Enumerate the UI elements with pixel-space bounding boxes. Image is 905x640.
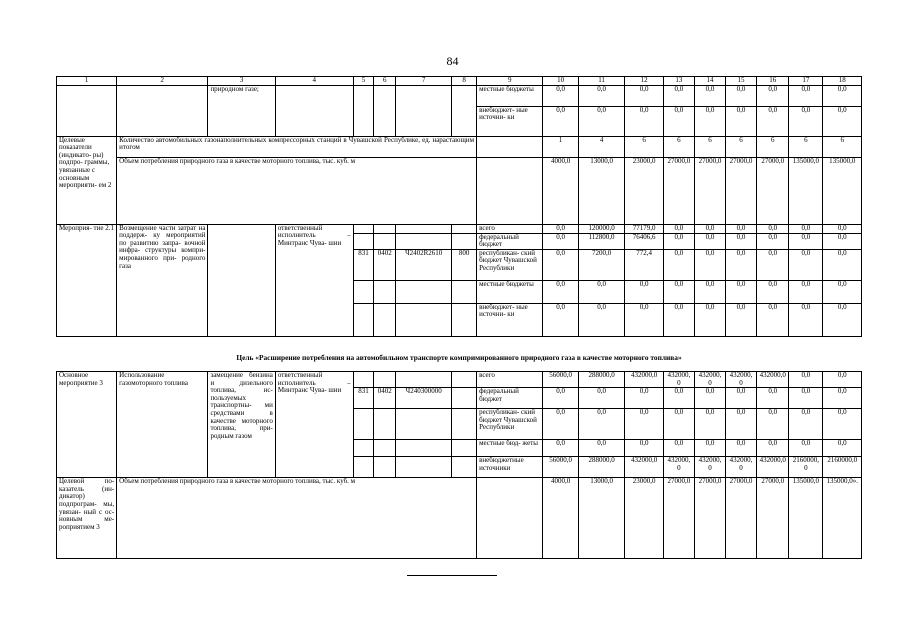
target3-label: Целевой по- казатель (ин- дикатор) подпрограм- мы, увязан- ный с ос- новным ме- роприятием 3 [57, 478, 117, 559]
page-number: 84 [446, 54, 459, 68]
value-cell: 0,0 [823, 249, 862, 280]
code-empty [452, 372, 477, 388]
main-measure-executor: ответственный исполнитель – Минтранс Чува- шии [275, 372, 353, 478]
value-cell: 432000,0 [694, 372, 725, 388]
value-cell: 0,0 [663, 249, 694, 280]
value-cell: 0,0 [694, 409, 725, 440]
code-empty [374, 457, 396, 478]
value-cell: 0,0 [578, 85, 625, 106]
code-empty [396, 457, 452, 478]
funding-source: внебюджет- ные источни- ки [477, 106, 543, 136]
value-cell: 6 [694, 136, 725, 157]
measure-name: Возмещение части затрат на поддерж- ку мероприятий по развитию запра- вочной инфра- структуры компри- мированного при- родного газа [117, 224, 208, 336]
column-number-header: 7 [396, 77, 452, 86]
code-empty [353, 457, 374, 478]
value-cell: 6 [663, 136, 694, 157]
value-cell: 0,0 [757, 85, 789, 106]
column-number-header: 17 [789, 77, 823, 86]
code-empty [452, 233, 477, 249]
value-cell: 0,0 [663, 85, 694, 106]
value-cell: 2160000,0 [823, 457, 862, 478]
value-cell: 0,0 [663, 303, 694, 336]
footer-rule [407, 575, 497, 576]
code-empty [374, 440, 396, 457]
grbs-code: 831 [353, 249, 374, 280]
column-number-header: 2 [117, 77, 208, 86]
header-row [57, 77, 862, 86]
value-cell: 27000,0 [757, 478, 789, 559]
value-cell: 0,0 [726, 280, 757, 303]
value-cell: 0,0 [543, 388, 578, 409]
value-cell: 288000,0 [578, 457, 625, 478]
value-cell: 0,0 [789, 249, 823, 280]
value-cell: 0,0 [726, 388, 757, 409]
value-cell: 432000,0 [663, 457, 694, 478]
funding-source: федеральный бюджет [477, 233, 543, 249]
value-cell: 23000,0 [625, 157, 663, 224]
code-empty [353, 224, 374, 233]
value-cell: 0,0 [789, 388, 823, 409]
continuation-row [57, 85, 862, 106]
value-cell: 2160000,0 [789, 457, 823, 478]
measure-label: Мероприя- тие 2.1 [57, 224, 117, 336]
value-cell: 6 [823, 136, 862, 157]
code-empty [396, 440, 452, 457]
value-cell: 0,0 [543, 409, 578, 440]
funding-source: местные бюджеты [477, 280, 543, 303]
csr-code: Ч2402R2610 [396, 249, 452, 280]
column-number-header: 5 [353, 77, 374, 86]
value-cell: 56000,0 [543, 372, 578, 388]
vr-code: 800 [452, 249, 477, 280]
value-cell: 432000,0 [663, 372, 694, 388]
funding-source: внебюджет- ные источни- ки [477, 303, 543, 336]
code-empty [452, 224, 477, 233]
value-cell: 27000,0 [757, 157, 789, 224]
column-number-header: 1 [57, 77, 117, 86]
value-cell: 772,4 [625, 249, 663, 280]
value-cell: 432000,0 [757, 457, 789, 478]
code-empty [396, 303, 452, 336]
value-cell: 135000,0 [789, 478, 823, 559]
value-cell: 0,0 [789, 409, 823, 440]
main-measure-label: Основное мероприятие 3 [57, 372, 117, 478]
value-cell: 0,0 [543, 233, 578, 249]
value-cell: 0,0 [625, 280, 663, 303]
column-number-header: 13 [663, 77, 694, 86]
value-cell: 0,0 [625, 303, 663, 336]
value-cell: 0,0 [823, 85, 862, 106]
indicator-row [57, 157, 862, 224]
value-cell: 0,0 [625, 409, 663, 440]
value-cell: 0,0 [789, 224, 823, 233]
code-empty [353, 233, 374, 249]
code-empty [374, 372, 396, 388]
value-cell: 27000,0 [726, 157, 757, 224]
value-cell: 0,0 [757, 280, 789, 303]
code-empty [452, 280, 477, 303]
value-cell: 0,0 [543, 303, 578, 336]
funding-source: местные бюд- жеты [477, 440, 543, 457]
cont-empty [275, 85, 353, 136]
funding-source: всего [477, 372, 543, 388]
funding-source: республикан- ский бюджет Чувашской Республики [477, 409, 543, 440]
value-cell: 0,0 [543, 280, 578, 303]
code-empty [374, 224, 396, 233]
value-cell: 0,0 [663, 106, 694, 136]
rzpr-code: 0402 [374, 249, 396, 280]
cont-empty [117, 85, 208, 136]
column-number-header: 3 [208, 77, 275, 86]
value-cell: 0,0 [823, 372, 862, 388]
indicator-text: Объем потребления природного газа в качестве моторного топлива, тыс. куб. м [117, 478, 477, 559]
value-cell: 0,0 [789, 106, 823, 136]
value-cell: 0,0 [543, 249, 578, 280]
code-empty [396, 280, 452, 303]
cont-task: природном газе; [208, 85, 275, 136]
value-cell: 4000,0 [543, 157, 578, 224]
value-cell: 0,0 [663, 440, 694, 457]
value-cell: 0,0 [663, 280, 694, 303]
indicator-empty [477, 136, 543, 157]
column-number-header: 10 [543, 77, 578, 86]
value-cell: 0,0 [726, 85, 757, 106]
code-empty [396, 224, 452, 233]
measure-row [57, 224, 862, 233]
value-cell: 6 [789, 136, 823, 157]
code-empty [374, 303, 396, 336]
main-measure-row [57, 372, 862, 388]
value-cell: 135000,0 [789, 157, 823, 224]
value-cell: 135000,0». [823, 478, 862, 559]
value-cell: 4000,0 [543, 478, 578, 559]
value-cell: 76406,6 [625, 233, 663, 249]
funding-source: внебюджетные источники [477, 457, 543, 478]
value-cell: 0,0 [578, 440, 625, 457]
value-cell: 27000,0 [694, 478, 725, 559]
value-cell: 0,0 [694, 280, 725, 303]
code-empty [374, 280, 396, 303]
value-cell: 0,0 [757, 106, 789, 136]
value-cell: 0,0 [726, 233, 757, 249]
value-cell: 0,0 [694, 233, 725, 249]
value-cell: 0,0 [694, 440, 725, 457]
indicator-row [57, 136, 862, 157]
column-number-header: 8 [452, 77, 477, 86]
value-cell: 0,0 [789, 280, 823, 303]
grbs-code: 831 [353, 388, 374, 409]
value-cell: 0,0 [663, 224, 694, 233]
indicator-text: Количество автомобильных газонаполнительных компрессорных станций в Чувашской Республике, ед. нарастающим итогом [117, 136, 477, 157]
value-cell: 27000,0 [663, 478, 694, 559]
value-cell: 432000,0 [757, 372, 789, 388]
value-cell: 0,0 [726, 106, 757, 136]
value-cell: 0,0 [625, 85, 663, 106]
cont-code-empty [396, 85, 452, 136]
value-cell: 0,0 [625, 440, 663, 457]
value-cell: 0,0 [663, 233, 694, 249]
value-cell: 0,0 [625, 388, 663, 409]
value-cell: 4 [578, 136, 625, 157]
value-cell: 0,0 [823, 388, 862, 409]
value-cell: 0,0 [757, 303, 789, 336]
value-cell: 0,0 [789, 85, 823, 106]
targets-label: Целевые показатели (индикато- ры) подпро- граммы, увязанные с основным мероприяти- ем 2 [57, 136, 117, 224]
value-cell: 0,0 [694, 303, 725, 336]
value-cell: 0,0 [823, 233, 862, 249]
value-cell: 0,0 [789, 372, 823, 388]
code-empty [396, 409, 452, 440]
value-cell: 0,0 [726, 303, 757, 336]
code-empty [452, 440, 477, 457]
value-cell: 0,0 [823, 106, 862, 136]
value-cell: 0,0 [726, 249, 757, 280]
value-cell: 0,0 [625, 106, 663, 136]
value-cell: 77179,0 [625, 224, 663, 233]
value-cell: 0,0 [694, 249, 725, 280]
rzpr-code: 0402 [374, 388, 396, 409]
value-cell: 0,0 [823, 303, 862, 336]
value-cell: 0,0 [694, 388, 725, 409]
value-cell: 0,0 [823, 280, 862, 303]
budget-table-part-1 [56, 76, 862, 337]
code-empty [452, 409, 477, 440]
value-cell: 0,0 [663, 409, 694, 440]
value-cell: 432000,0 [726, 457, 757, 478]
column-number-header: 9 [477, 77, 543, 86]
csr-code: Ч240300000 [396, 388, 452, 409]
column-number-header: 15 [726, 77, 757, 86]
value-cell: 13000,0 [578, 478, 625, 559]
value-cell: 0,0 [578, 106, 625, 136]
value-cell: 27000,0 [694, 157, 725, 224]
cont-empty [57, 85, 117, 136]
indicator-empty [477, 157, 543, 224]
column-number-header: 4 [275, 77, 353, 86]
value-cell: 0,0 [543, 106, 578, 136]
code-empty [374, 233, 396, 249]
value-cell: 0,0 [543, 85, 578, 106]
value-cell: 0,0 [757, 388, 789, 409]
cont-code-empty [452, 85, 477, 136]
funding-source: местные бюджеты [477, 85, 543, 106]
value-cell: 135000,0 [823, 157, 862, 224]
funding-source: республикан- ский бюджет Чувашской Республики [477, 249, 543, 280]
value-cell: 6 [726, 136, 757, 157]
column-number-header: 6 [374, 77, 396, 86]
value-cell: 0,0 [578, 303, 625, 336]
value-cell: 0,0 [694, 106, 725, 136]
value-cell: 0,0 [578, 388, 625, 409]
value-cell: 0,0 [757, 224, 789, 233]
value-cell: 6 [757, 136, 789, 157]
main-measure-task: замещение бензина и дизельного топлива, ис- пользуемых транспортны- ми средствами в качестве моторного топлива, при- родным газом [208, 372, 275, 478]
value-cell: 120000,0 [578, 224, 625, 233]
value-cell: 0,0 [757, 249, 789, 280]
value-cell: 432000,0 [694, 457, 725, 478]
indicator-empty [477, 478, 543, 559]
value-cell: 0,0 [757, 409, 789, 440]
goal-heading: Цель «Расширение потребления на автомобильном транспорте компримированного природного газа в качестве моторного топлива» [236, 353, 682, 362]
value-cell: 0,0 [789, 440, 823, 457]
value-cell: 432000,0 [625, 372, 663, 388]
value-cell: 23000,0 [625, 478, 663, 559]
funding-source: федеральный бюджет [477, 388, 543, 409]
value-cell: 1 [543, 136, 578, 157]
value-cell: 0,0 [663, 388, 694, 409]
indicator-text: Объем потребления природного газа в качестве моторного топлива, тыс. куб. м [117, 157, 477, 224]
code-empty [452, 303, 477, 336]
value-cell: 27000,0 [726, 478, 757, 559]
code-empty [353, 409, 374, 440]
code-empty [353, 303, 374, 336]
value-cell: 0,0 [726, 224, 757, 233]
value-cell: 0,0 [694, 85, 725, 106]
value-cell: 7200,0 [578, 249, 625, 280]
cont-code-empty [353, 85, 374, 136]
value-cell: 288000,0 [578, 372, 625, 388]
value-cell: 0,0 [823, 224, 862, 233]
code-empty [374, 409, 396, 440]
value-cell: 27000,0 [663, 157, 694, 224]
value-cell: 6 [625, 136, 663, 157]
column-number-header: 16 [757, 77, 789, 86]
value-cell: 0,0 [823, 440, 862, 457]
measure-task-empty [208, 224, 275, 336]
column-number-header: 14 [694, 77, 725, 86]
column-number-header: 11 [578, 77, 625, 86]
value-cell: 0,0 [694, 224, 725, 233]
value-cell: 432000,0 [726, 372, 757, 388]
value-cell: 0,0 [543, 224, 578, 233]
value-cell: 0,0 [578, 409, 625, 440]
funding-source: всего [477, 224, 543, 233]
value-cell: 0,0 [757, 440, 789, 457]
value-cell: 56000,0 [543, 457, 578, 478]
value-cell: 432000,0 [625, 457, 663, 478]
code-empty [396, 372, 452, 388]
indicator-row [57, 478, 862, 559]
value-cell: 0,0 [578, 280, 625, 303]
value-cell: 112800,0 [578, 233, 625, 249]
cont-code-empty [374, 85, 396, 136]
column-number-header: 18 [823, 77, 862, 86]
column-number-header: 12 [625, 77, 663, 86]
code-empty [396, 233, 452, 249]
vr-empty [452, 388, 477, 409]
budget-table-part-2 [56, 371, 862, 559]
value-cell: 0,0 [757, 233, 789, 249]
value-cell: 0,0 [789, 233, 823, 249]
value-cell: 0,0 [789, 303, 823, 336]
value-cell: 0,0 [726, 440, 757, 457]
code-empty [452, 457, 477, 478]
value-cell: 0,0 [726, 409, 757, 440]
value-cell: 0,0 [823, 409, 862, 440]
value-cell: 13000,0 [578, 157, 625, 224]
code-empty [353, 280, 374, 303]
measure-executor: ответственный исполнитель – Минтранс Чува- шии [275, 224, 353, 336]
main-measure-name: Использование газомоторного топлива [117, 372, 208, 478]
code-empty [353, 372, 374, 388]
code-empty [353, 440, 374, 457]
value-cell: 0,0 [543, 440, 578, 457]
